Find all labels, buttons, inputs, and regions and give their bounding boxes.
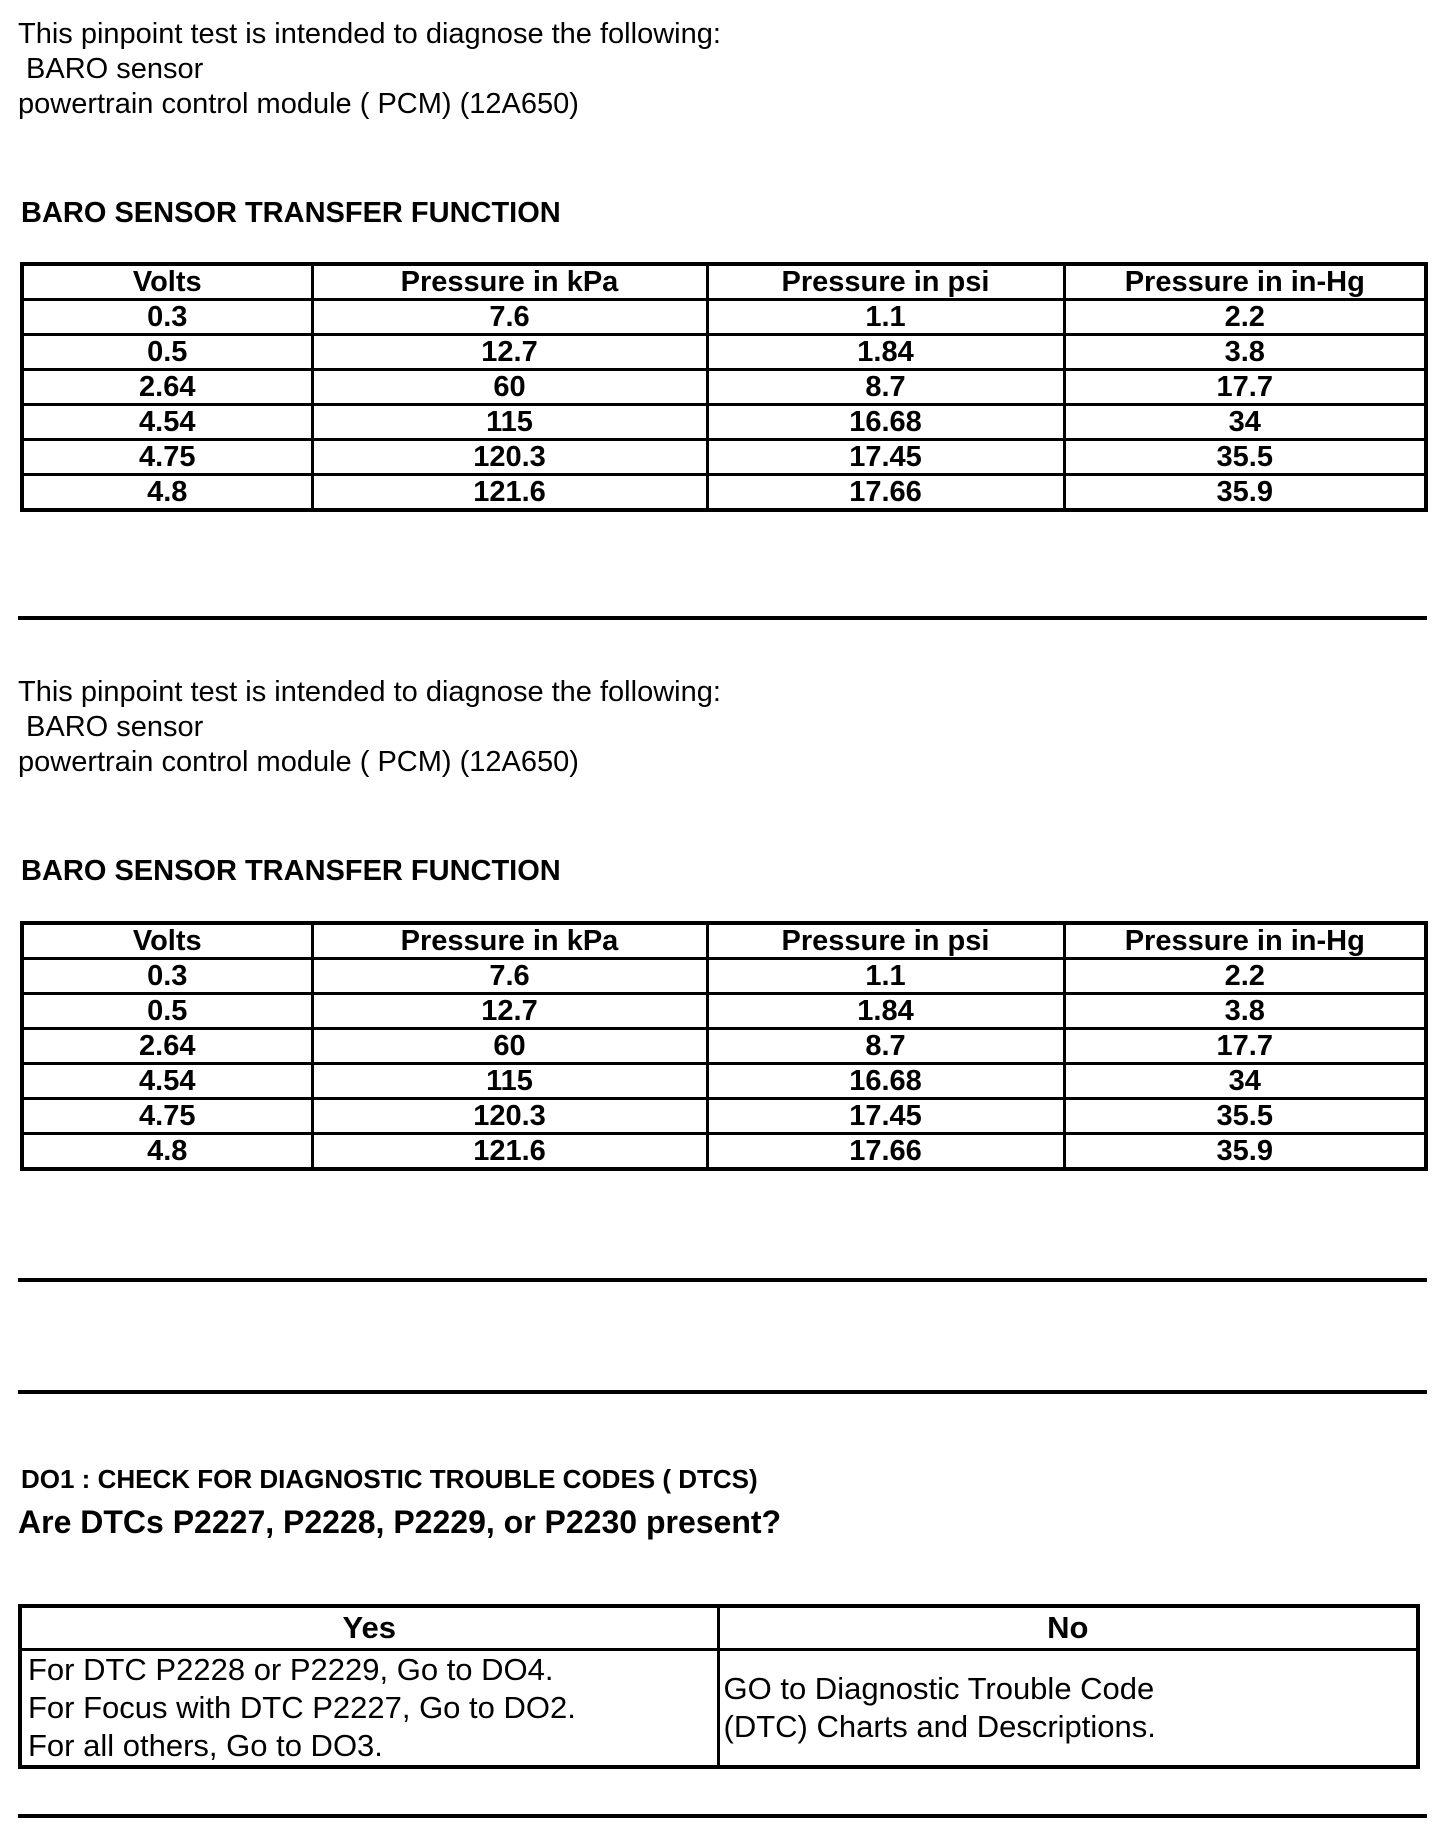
table-row <box>22 335 1426 370</box>
table-row <box>22 440 1426 475</box>
intro-line: BARO sensor <box>18 711 204 743</box>
table-cell: 35.5 <box>1064 440 1426 475</box>
divider-rule <box>18 1390 1427 1394</box>
intro-line: This pinpoint test is intended to diagnose the following: <box>18 18 721 50</box>
table-cell: 17.66 <box>707 475 1064 511</box>
divider-rule <box>18 616 1427 620</box>
table-cell: 2.64 <box>22 370 312 405</box>
column-header: Pressure in in-Hg <box>1064 264 1426 300</box>
table-row <box>20 1650 1418 1768</box>
table-cell: 1.84 <box>707 994 1064 1029</box>
table-cell: 12.7 <box>312 994 707 1029</box>
column-header: Pressure in psi <box>707 923 1064 959</box>
yes-instruction: For DTC P2228 or P2229, Go to DO4. <box>28 1652 554 1687</box>
table-cell: 1.84 <box>707 335 1064 370</box>
table-cell: 34 <box>1064 405 1426 440</box>
table-row <box>22 994 1426 1029</box>
table-cell: 12.7 <box>312 335 707 370</box>
table-row <box>22 475 1426 511</box>
table-cell: 1.1 <box>707 959 1064 994</box>
no-instruction: GO to Diagnostic Trouble Code <box>723 1671 1155 1706</box>
table-row <box>22 1064 1426 1099</box>
table-cell: 17.45 <box>707 1099 1064 1134</box>
section-heading-2: BARO SENSOR TRANSFER FUNCTION <box>21 855 561 887</box>
no-cell <box>718 1650 1418 1768</box>
table-header-row <box>20 1606 1418 1650</box>
intro-line: This pinpoint test is intended to diagnose the following: <box>18 676 721 708</box>
table-cell: 115 <box>312 405 707 440</box>
table-cell: 35.5 <box>1064 1099 1426 1134</box>
do1-question: Are DTCs P2227, P2228, P2229, or P2230 present? <box>18 1504 782 1540</box>
table-cell: 0.5 <box>22 994 312 1029</box>
table-row <box>22 300 1426 335</box>
divider-rule <box>18 1278 1427 1282</box>
table-cell: 7.6 <box>312 300 707 335</box>
table-cell: 35.9 <box>1064 1134 1426 1170</box>
table-cell: 4.8 <box>22 475 312 511</box>
column-header: Volts <box>22 264 312 300</box>
table-row <box>22 405 1426 440</box>
table-cell: 17.66 <box>707 1134 1064 1170</box>
table-row <box>22 1134 1426 1170</box>
table-cell: 8.7 <box>707 370 1064 405</box>
table-cell: 16.68 <box>707 1064 1064 1099</box>
no-instruction: (DTC) Charts and Descriptions. <box>723 1709 1156 1744</box>
section-heading-1: BARO SENSOR TRANSFER FUNCTION <box>21 197 561 229</box>
table-cell: 120.3 <box>312 1099 707 1134</box>
intro-text-1 <box>18 17 918 122</box>
table-cell: 121.6 <box>312 1134 707 1170</box>
table-row <box>22 1029 1426 1064</box>
intro-text-2 <box>18 675 918 780</box>
table-cell: 1.1 <box>707 300 1064 335</box>
intro-line: BARO sensor <box>18 53 204 85</box>
do1-heading: DO1 : CHECK FOR DIAGNOSTIC TROUBLE CODES ( DTCS) <box>21 1464 758 1494</box>
table-cell: 34 <box>1064 1064 1426 1099</box>
table-cell: 60 <box>312 370 707 405</box>
transfer-function-table-2 <box>20 921 1428 1171</box>
table-cell: 0.3 <box>22 300 312 335</box>
table-cell: 2.2 <box>1064 300 1426 335</box>
table-cell: 4.75 <box>22 1099 312 1134</box>
column-header: Pressure in kPa <box>312 264 707 300</box>
table-cell: 8.7 <box>707 1029 1064 1064</box>
table-cell: 35.9 <box>1064 475 1426 511</box>
yes-instruction: For Focus with DTC P2227, Go to DO2. <box>28 1690 576 1725</box>
table-cell: 2.64 <box>22 1029 312 1064</box>
transfer-function-table-1 <box>20 262 1428 512</box>
column-header: Pressure in kPa <box>312 923 707 959</box>
intro-line: powertrain control module ( PCM) (12A650) <box>18 746 579 778</box>
yes-header: Yes <box>20 1606 718 1650</box>
yes-instruction: For all others, Go to DO3. <box>28 1728 383 1763</box>
table-cell: 16.68 <box>707 405 1064 440</box>
table-cell: 3.8 <box>1064 335 1426 370</box>
table-cell: 3.8 <box>1064 994 1426 1029</box>
table-cell: 115 <box>312 1064 707 1099</box>
divider-rule <box>18 1814 1427 1818</box>
table-cell: 17.45 <box>707 440 1064 475</box>
table-cell: 2.2 <box>1064 959 1426 994</box>
table-cell: 17.7 <box>1064 1029 1426 1064</box>
table-row <box>22 370 1426 405</box>
table-cell: 120.3 <box>312 440 707 475</box>
table-row <box>22 959 1426 994</box>
table-header-row <box>22 264 1426 300</box>
column-header: Pressure in in-Hg <box>1064 923 1426 959</box>
yes-cell <box>20 1650 718 1768</box>
table-cell: 4.75 <box>22 440 312 475</box>
table-cell: 4.54 <box>22 1064 312 1099</box>
table-cell: 4.8 <box>22 1134 312 1170</box>
no-header: No <box>718 1606 1418 1650</box>
column-header: Pressure in psi <box>707 264 1064 300</box>
table-cell: 60 <box>312 1029 707 1064</box>
table-cell: 17.7 <box>1064 370 1426 405</box>
table-header-row <box>22 923 1426 959</box>
table-cell: 0.3 <box>22 959 312 994</box>
table-cell: 0.5 <box>22 335 312 370</box>
column-header: Volts <box>22 923 312 959</box>
table-cell: 121.6 <box>312 475 707 511</box>
table-cell: 4.54 <box>22 405 312 440</box>
table-cell: 7.6 <box>312 959 707 994</box>
intro-line: powertrain control module ( PCM) (12A650) <box>18 88 579 120</box>
table-row <box>22 1099 1426 1134</box>
yes-no-table <box>18 1604 1420 1769</box>
